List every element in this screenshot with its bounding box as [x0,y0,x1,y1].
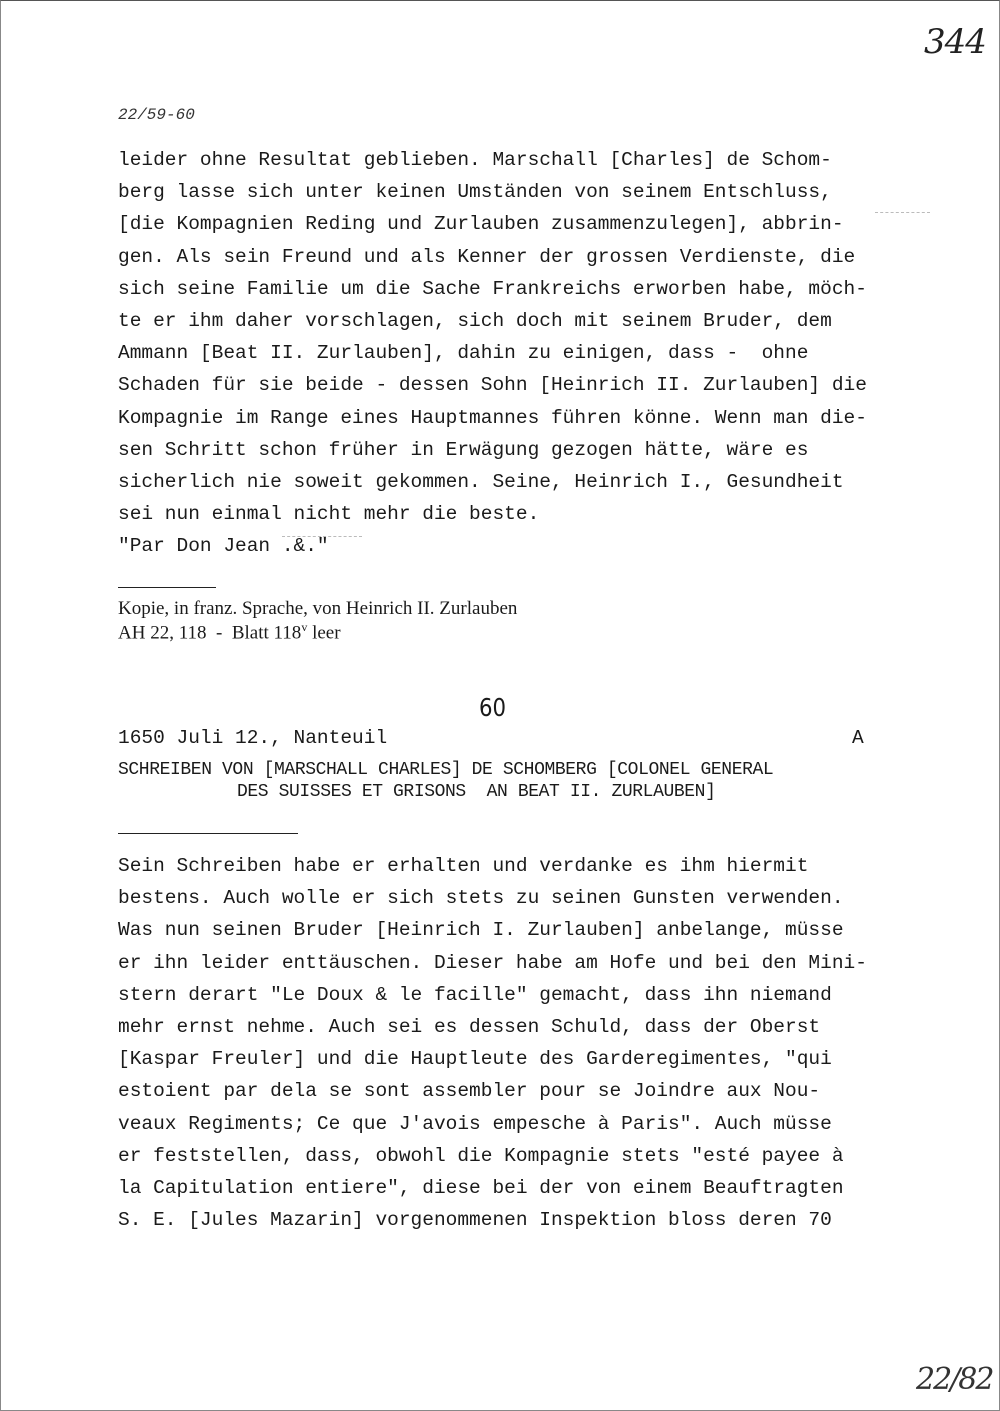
paragraph-bottom [118,850,918,1236]
source-note-line: Kopie, in franz. Sprache, von Heinrich II. Zurlauben [118,598,518,619]
text-line: S. E. [Jules Mazarin] vorgenommenen Inspektion bloss deren 70 [118,1209,832,1232]
source-note-suffix: leer [307,622,341,644]
text-line: sen Schritt schon früher in Erwägung gezogen hätte, wäre es [118,438,809,461]
text-line: er feststellen, dass, obwohl die Kompagnie stets "esté payee à [118,1144,844,1167]
text-line: veaux Regiments; Ce que J'avois empesche à Paris". Auch müsse [118,1112,832,1135]
text-line: Sein Schreiben habe er erhalten und verdanke es ihm hiermit [118,855,809,877]
document-heading: DES SUISSES ET GRISONS AN BEAT II. ZURLAUBEN] [237,782,716,802]
text-line: gen. Als sein Freund und als Kenner der grossen Verdienste, die [118,245,856,268]
separator-rule [118,587,216,588]
paragraph-top [118,144,918,562]
source-note-line [118,620,341,644]
text-line: berg lasse sich unter keinen Umständen von seinem Entschluss, [118,181,832,204]
separator-rule [118,833,298,834]
document-number: 60 [479,693,507,722]
text-line: [die Kompagnien Reding und Zurlauben zusammenzulegen], abbrin- [118,213,844,236]
text-line: la Capitulation entiere", diese bei der von einem Beauftragten [118,1176,844,1199]
text-line: te er ihm daher vorschlagen, sich doch mit seinem Bruder, dem [118,309,832,332]
text-line: er ihn leider enttäuschen. Dieser habe am Hofe und bei den Mini- [118,951,867,974]
text-line: Ammann [Beat II. Zurlauben], dahin zu einigen, dass - ohne [118,342,809,365]
text-line: sich seine Familie um die Sache Frankreichs erworben habe, möch- [118,277,867,300]
text-line: Schaden für sie beide - dessen Sohn [Heinrich II. Zurlauben] die [118,374,867,397]
scan-artifact [282,536,362,537]
text-line: sei nun einmal nicht mehr die beste. [118,503,540,526]
verso-superscript: v [301,620,308,634]
text-line: "Par Don Jean .&." [118,535,329,558]
text-line: mehr ernst nehme. Auch sei es dessen Schuld, dass der Oberst [118,1015,821,1038]
scan-artifact [875,212,930,213]
text-line: estoient par dela se sont assembler pour se Joindre aux Nou- [118,1080,821,1103]
page-mark: 22/82 [916,1362,993,1397]
text-line: sicherlich nie soweit gekommen. Seine, Heinrich I., Gesundheit [118,470,844,493]
folio-number: 344 [924,22,986,62]
text-line: Was nun seinen Bruder [Heinrich I. Zurlauben] anbelange, müsse [118,919,844,942]
text-line: bestens. Auch wolle er sich stets zu seinen Gunsten verwenden. [118,887,844,910]
archive-reference: 22/59-60 [118,106,195,124]
document-date-place: 1650 Juli 12., Nanteuil [118,727,388,749]
document-type: A [852,727,864,749]
text-line: stern derart "Le Doux & le facille" gemacht, dass ihn niemand [118,983,832,1006]
text-line: Kompagnie im Range eines Hauptmannes führen könne. Wenn man die- [118,406,867,429]
text-line: leider ohne Resultat geblieben. Marschall [Charles] de Schom- [118,149,832,171]
document-heading: SCHREIBEN VON [MARSCHALL CHARLES] DE SCHOMBERG [COLONEL GENERAL [118,760,774,780]
text-line: [Kaspar Freuler] und die Hauptleute des Garderegimentes, "qui [118,1048,832,1071]
source-note-prefix: AH 22, 118 - Blatt 118 [118,622,302,644]
